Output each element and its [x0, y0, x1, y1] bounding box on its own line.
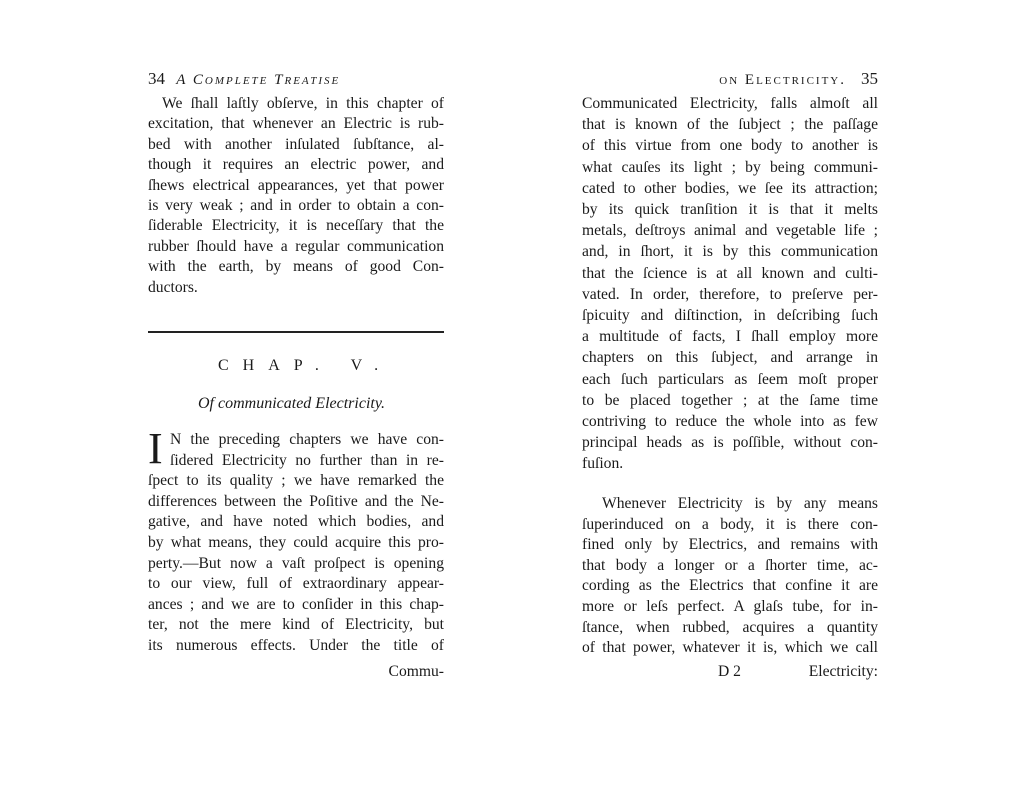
chapter-title: Of communicated Electricity.	[198, 395, 386, 412]
text-line: ſhews electrical appearances, yet that power	[148, 176, 444, 194]
text-line: its numerous effects. Under the title of	[148, 637, 444, 654]
text-line: fined only by Electrics, and remains with	[582, 536, 878, 554]
text-line: each ſuch particulars as ſeem moſt proper	[582, 370, 878, 388]
right-page	[582, 0, 878, 791]
text-line: ances ; and we are to conſider in this chap-	[148, 595, 444, 613]
text-line: rubber ſhould have a regular communication	[148, 237, 444, 255]
text-line: differences between the Poſitive and the Ne-	[148, 492, 444, 510]
text-line: chapters on this ſubject, and arrange in	[582, 349, 878, 367]
text-line: We ſhall laſtly obſerve, in this chapter of	[162, 95, 444, 112]
text-line: ſidered Electricity no further than in re-	[170, 451, 444, 469]
text-line: what cauſes its light ; by being communi-	[582, 158, 878, 176]
text-line: though it requires an electric power, and	[148, 156, 444, 174]
text-line: cording as the Electrics that confine it are	[582, 577, 878, 595]
text-line: to be placed together ; at the ſame time	[582, 391, 878, 409]
text-line: ter, not the mere kind of Electricity, but	[148, 616, 444, 634]
text-line: principal heads as is poſſible, without con-	[582, 434, 878, 452]
text-line: that body a longer or a ſhorter time, ac-	[582, 556, 878, 574]
text-line: that the ſcience is at all known and culti-	[582, 264, 878, 282]
text-line: metals, deſtroys animal and vegetable life ;	[582, 222, 878, 240]
text-line: by its quick tranſition it is that it melts	[582, 201, 878, 218]
text-line: gative, and have noted which bodies, and	[148, 513, 444, 531]
text-line: Communicated Electricity, falls almoſt all	[582, 95, 878, 112]
catchword: Electricity:	[808, 663, 878, 680]
chapter-heading: CHAP. V.	[218, 357, 393, 374]
text-line: ſiderable Electricity, it is neceſſary that the	[148, 217, 444, 235]
text-line: N the preceding chapters we have con-	[170, 431, 444, 448]
text-line: to our view, full of extraordinary appear-	[148, 575, 444, 593]
text-line: more or leſs perfect. A glaſs tube, for in-	[582, 598, 878, 615]
catchword: Commu-	[388, 663, 444, 680]
text-line: vated. In order, therefore, to preſerve per-	[582, 285, 878, 303]
text-line: cated to other bodies, we ſee its attraction;	[582, 179, 878, 197]
divider-rule	[148, 331, 444, 333]
page-number: 35	[861, 69, 878, 88]
text-line: is very weak ; and in order to obtain a con-	[148, 197, 444, 214]
running-title: A Complete Treatise	[176, 72, 341, 88]
text-line: ſuperinduced on a body, it is there con-	[582, 515, 878, 533]
text-line: excitation, that whenever an Electric is rub-	[148, 115, 444, 133]
text-line: a multitude of facts, I ſhall employ more	[582, 328, 878, 346]
text-line: of that power, whatever it is, which we call	[582, 639, 878, 657]
running-header	[582, 68, 878, 90]
text-line: fuſion.	[582, 455, 624, 473]
text-line: with the earth, by means of good Con-	[148, 258, 444, 276]
running-header	[148, 68, 444, 90]
text-line: contriving to reduce the whole into as few	[582, 413, 878, 430]
text-line: and, in ſhort, it is by this communication	[582, 243, 878, 261]
text-line: that is known of the ſubject ; the paſſage	[582, 116, 878, 134]
text-line: Whenever Electricity is by any means	[602, 495, 878, 512]
text-line: ſtance, when rubbed, acquires a quantity	[582, 618, 878, 636]
page-number: 34	[148, 69, 165, 88]
text-line: perty.—But now a vaſt proſpect is opening	[148, 554, 444, 572]
drop-cap: I	[148, 424, 163, 473]
text-line: of this virtue from one body to another is	[582, 137, 878, 155]
running-title: on Electricity.	[719, 72, 846, 88]
text-line: ſpect to its quality ; we have remarked the	[148, 472, 444, 490]
text-line: ductors.	[148, 278, 198, 296]
text-line: by what means, they could acquire this pro-	[148, 534, 444, 551]
left-page	[148, 0, 444, 791]
signature-mark: D 2	[718, 663, 741, 680]
text-line: ſpicuity and diſtinction, in deſcribing ſuch	[582, 307, 878, 324]
text-line: bed with another inſulated ſubſtance, al-	[148, 135, 444, 153]
